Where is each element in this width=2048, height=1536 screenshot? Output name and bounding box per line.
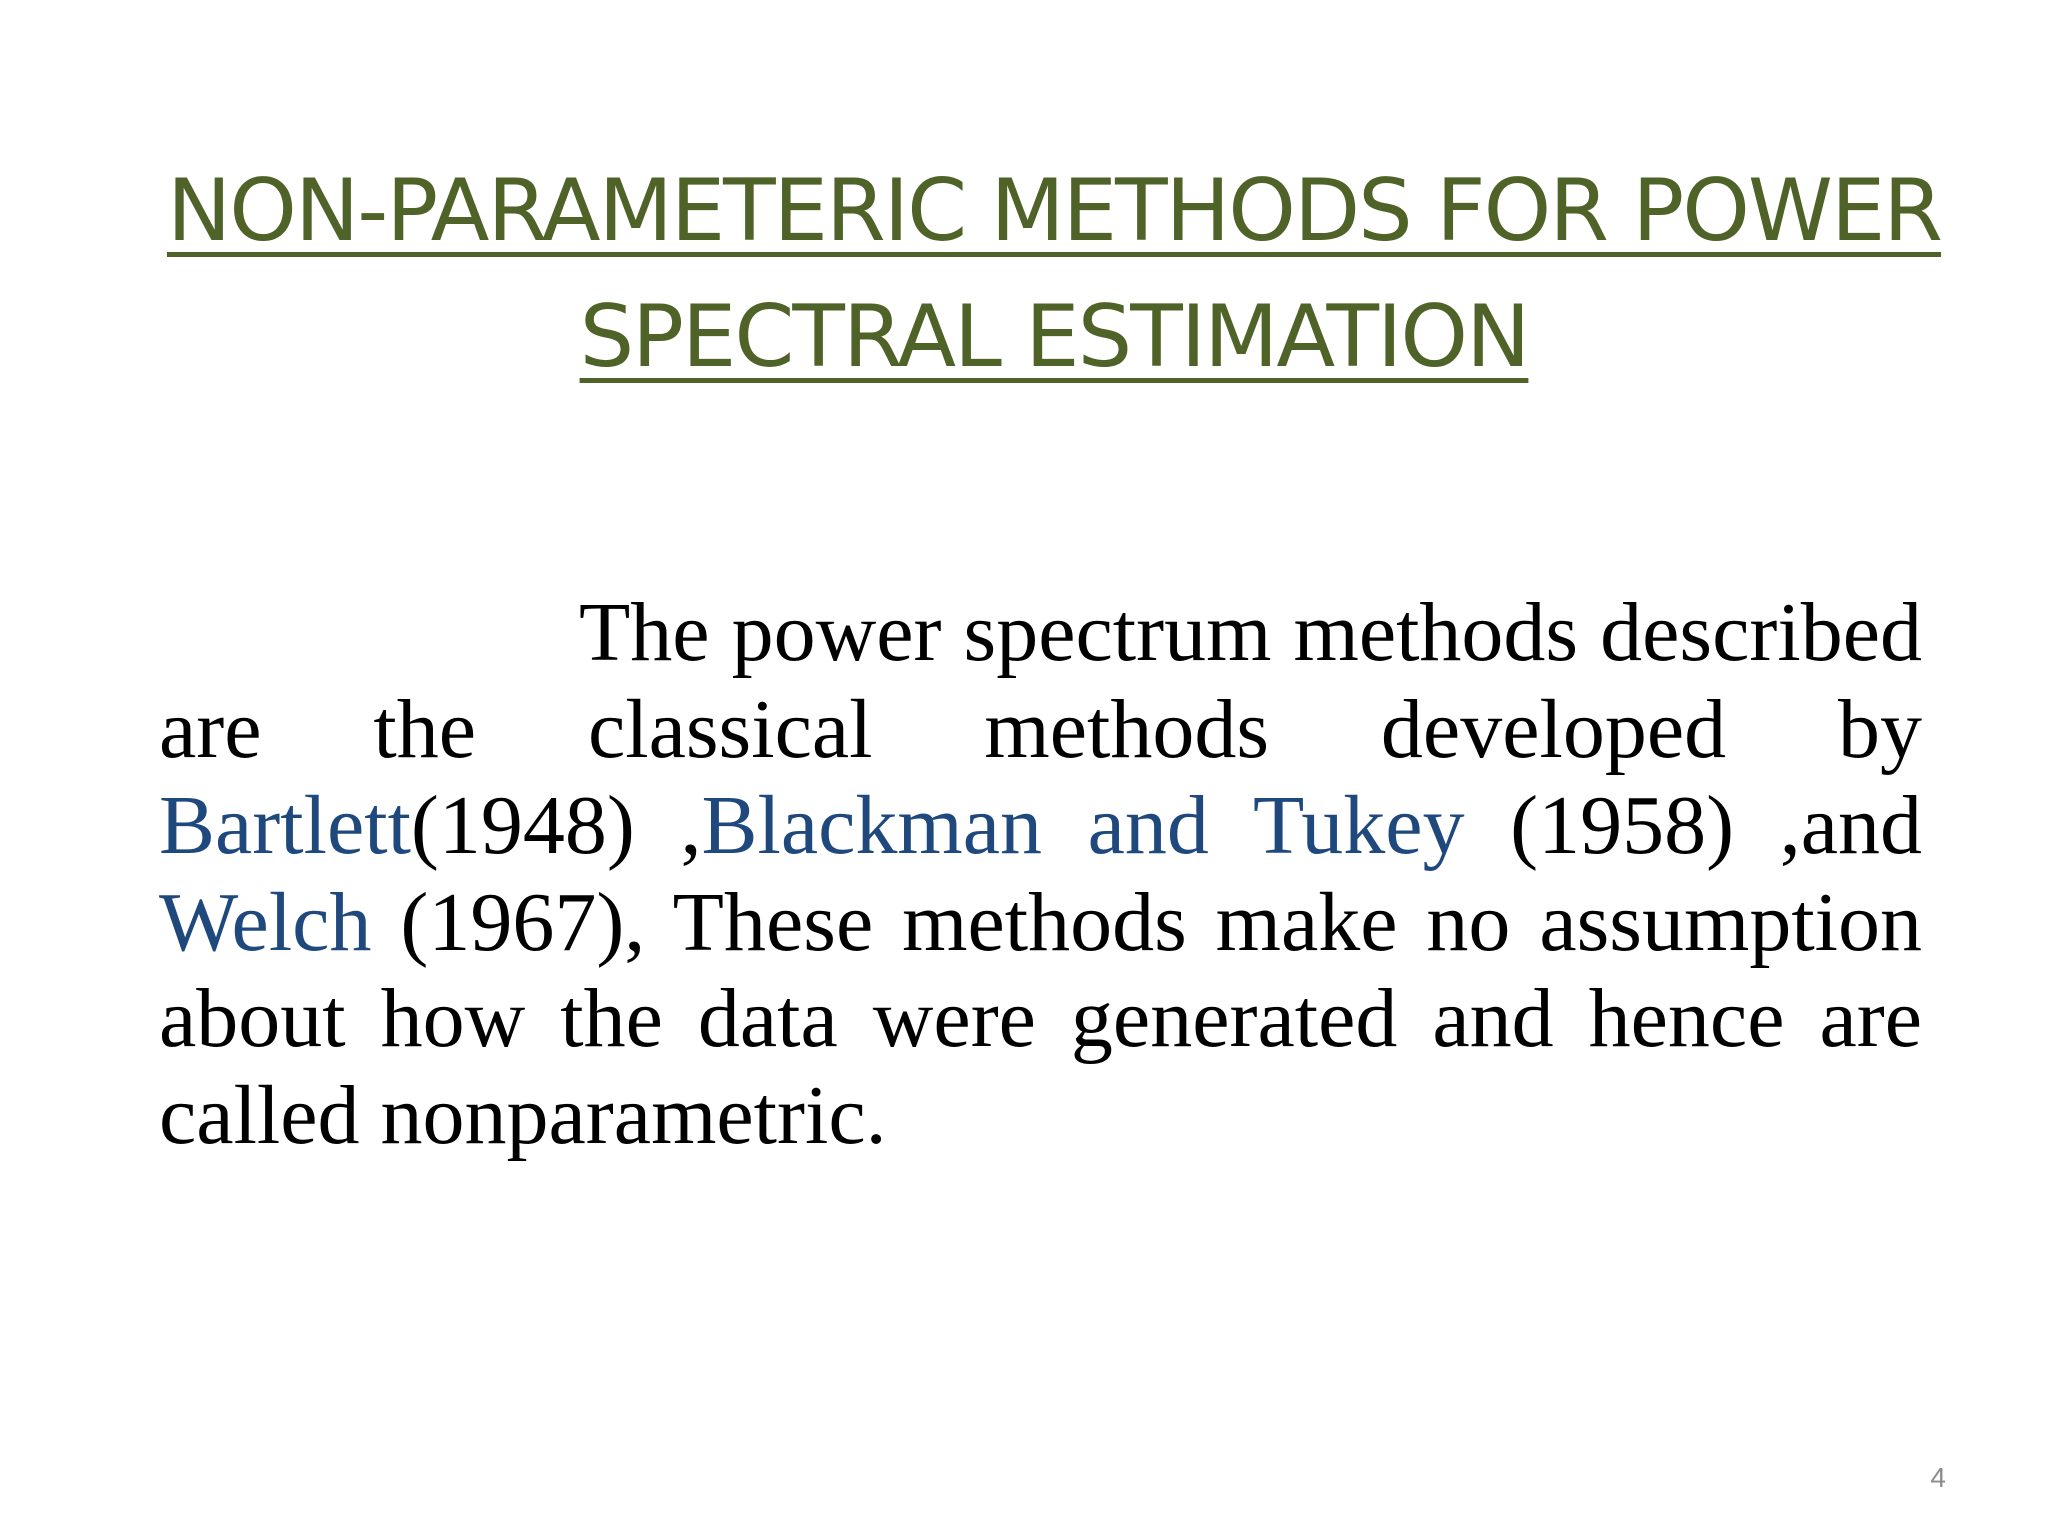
body-text-part-4: (1967), These methods make no assumption about how the data were generated and hence are called nonparametric. [159,875,1922,1162]
name-welch: Welch [159,875,372,969]
slide-title: NON-PARAMETERIC METHODS FOR POWER SPECTRAL ESTIMATION [166,161,1942,387]
body-text-part-1: The power spectrum methods described are the classical methods developed by [159,586,1922,776]
name-bartlett: Bartlett [159,779,411,872]
page-number: 4 [1930,1462,1946,1493]
name-blackman-tukey: Blackman and Tukey [701,779,1465,872]
body-text-part-3: (1958) ,and [1464,779,1922,872]
slide-body-paragraph [159,585,1922,1164]
body-text-part-2: (1948) , [410,779,702,872]
